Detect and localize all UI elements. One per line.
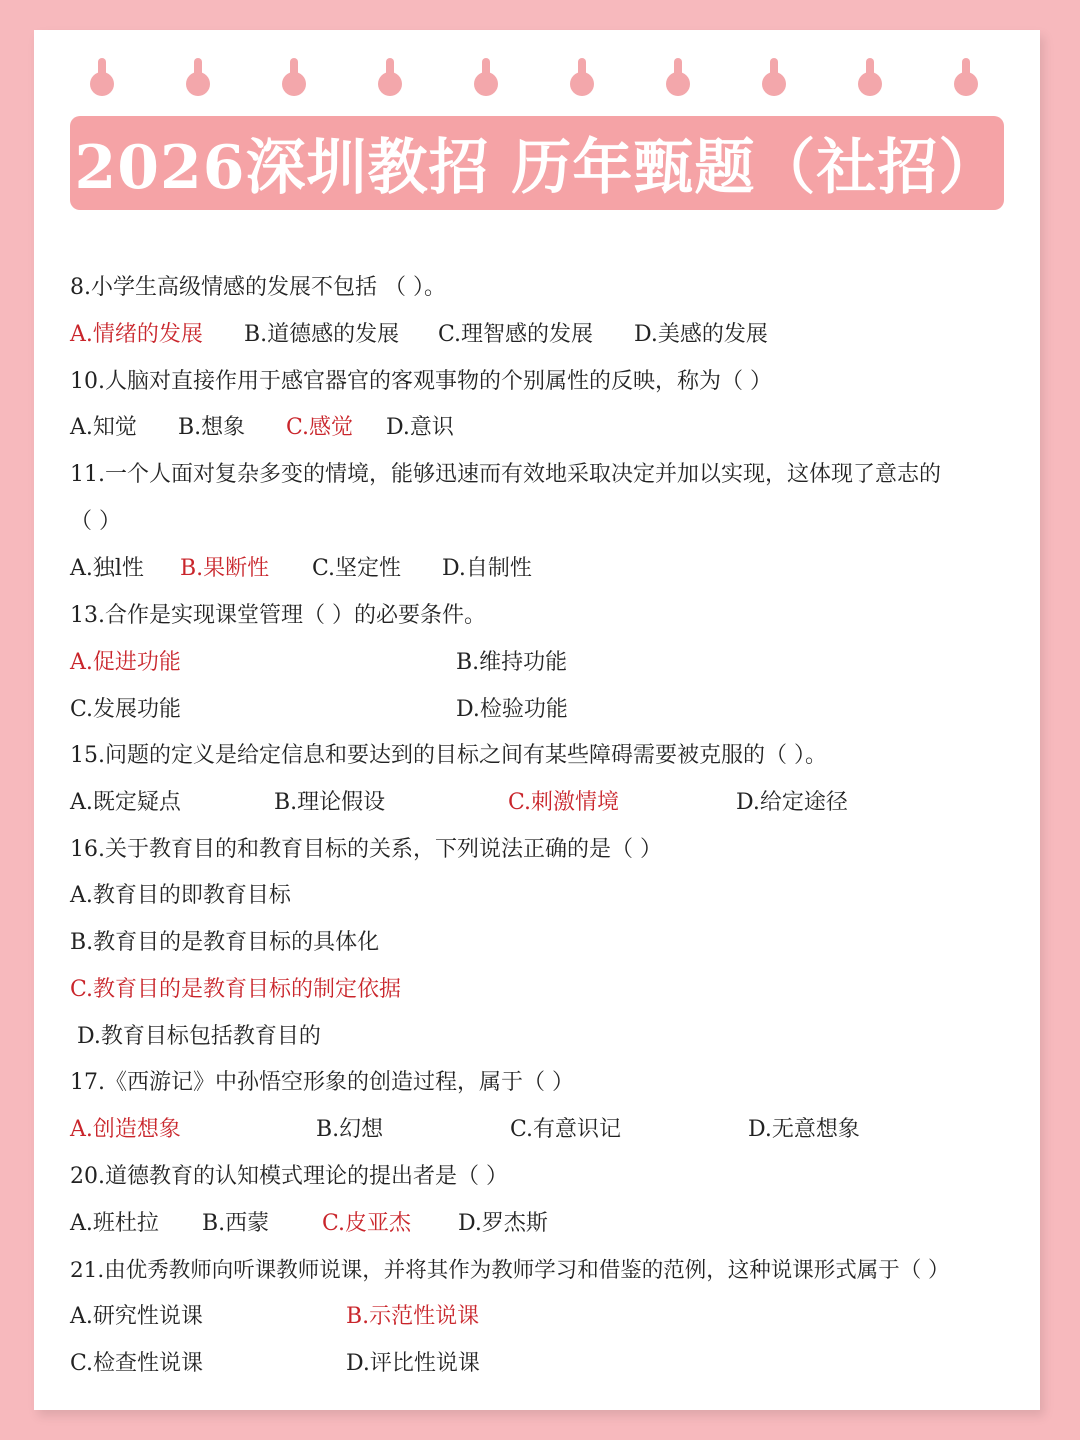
question-11-continued: （ ） <box>70 509 121 534</box>
options-row <box>70 413 970 443</box>
option-c: C.教育目的是教育目标的制定依据 <box>70 977 402 1002</box>
binder-ring-icon <box>666 58 690 96</box>
question-16: 16.关于教育目的和教育目标的关系，下列说法正确的是（ ） <box>70 837 662 862</box>
options-row <box>70 695 970 725</box>
binder-ring-icon <box>762 58 786 96</box>
binder-ring-icon <box>858 58 882 96</box>
options-row <box>70 1302 970 1332</box>
option-b: B.想象 <box>178 415 246 440</box>
binder-ring-icon <box>90 58 114 96</box>
option-b: B.理论假设 <box>274 790 386 815</box>
option-b: B.示范性说课 <box>346 1304 480 1329</box>
options-row <box>70 1349 970 1379</box>
binder-ring-icon <box>570 58 594 96</box>
option-d: D.检验功能 <box>456 697 568 722</box>
option-a: A.独l性 <box>70 556 144 581</box>
title-banner <box>70 116 1004 210</box>
option-d: D.教育目标包括教育目的 <box>70 1024 321 1049</box>
option-c: C.有意识记 <box>510 1117 622 1142</box>
option-d: D.美感的发展 <box>634 322 768 347</box>
option-a: A.创造想象 <box>70 1117 181 1142</box>
options-row <box>70 554 970 584</box>
option-b: B.幻想 <box>316 1117 384 1142</box>
question-8: 8.小学生高级情感的发展不包括 （ ）。 <box>70 275 446 300</box>
option-a: A.班杜拉 <box>70 1211 159 1236</box>
binder-ring-icon <box>186 58 210 96</box>
binder-ring-icon <box>378 58 402 96</box>
option-a: A.知觉 <box>70 415 137 440</box>
options-row <box>70 648 970 678</box>
option-d: D.罗杰斯 <box>458 1211 548 1236</box>
option-b: B.维持功能 <box>456 650 568 675</box>
option-b: B.果断性 <box>180 556 270 581</box>
option-a: A.情绪的发展 <box>70 322 203 347</box>
question-15: 15.问题的定义是给定信息和要达到的目标之间有某些障碍需要被克服的（ ）。 <box>70 743 827 768</box>
question-17: 17.《西游记》中孙悟空形象的创造过程，属于（ ） <box>70 1070 574 1095</box>
page-title: 2026深圳教招 历年甄题（社招） <box>74 133 1000 203</box>
option-d: D.自制性 <box>442 556 532 581</box>
option-c: C.检查性说课 <box>70 1351 204 1376</box>
option-a: A.教育目的即教育目标 <box>70 883 291 908</box>
question-21: 21.由优秀教师向听课教师说课，并将其作为教师学习和借鉴的范例，这种说课形式属于（ ） <box>70 1258 950 1283</box>
option-c: C.理智感的发展 <box>438 322 594 347</box>
option-c: C.刺激情境 <box>508 790 620 815</box>
question-13: 13.合作是实现课堂管理（ ）的必要条件。 <box>70 603 486 628</box>
binder-ring-icon <box>474 58 498 96</box>
question-20: 20.道德教育的认知模式理论的提出者是（ ） <box>70 1164 508 1189</box>
option-a: A.研究性说课 <box>70 1304 203 1329</box>
question-11: 11.一个人面对复杂多变的情境，能够迅速而有效地采取决定并加以实现，这体现了意志的 <box>70 462 941 487</box>
option-d: D.给定途径 <box>736 790 848 815</box>
option-c: C.坚定性 <box>312 556 402 581</box>
option-a: A.既定疑点 <box>70 790 181 815</box>
option-b: B.道德感的发展 <box>244 322 400 347</box>
option-d: D.意识 <box>386 415 454 440</box>
options-row <box>70 1115 970 1145</box>
options-row <box>70 1209 970 1239</box>
option-b: B.西蒙 <box>202 1211 270 1236</box>
option-c: C.发展功能 <box>70 697 182 722</box>
question-10: 10.人脑对直接作用于感官器官的客观事物的个别属性的反映，称为（ ） <box>70 369 772 394</box>
binder-ring-icon <box>282 58 306 96</box>
option-c: C.感觉 <box>286 415 354 440</box>
option-d: D.无意想象 <box>748 1117 860 1142</box>
option-a: A.促进功能 <box>70 650 181 675</box>
options-row <box>70 788 970 818</box>
option-c: C.皮亚杰 <box>322 1211 412 1236</box>
binder-ring-icon <box>954 58 978 96</box>
options-row <box>70 320 970 350</box>
option-b: B.教育目的是教育目标的具体化 <box>70 930 380 955</box>
option-d: D.评比性说课 <box>346 1351 480 1376</box>
